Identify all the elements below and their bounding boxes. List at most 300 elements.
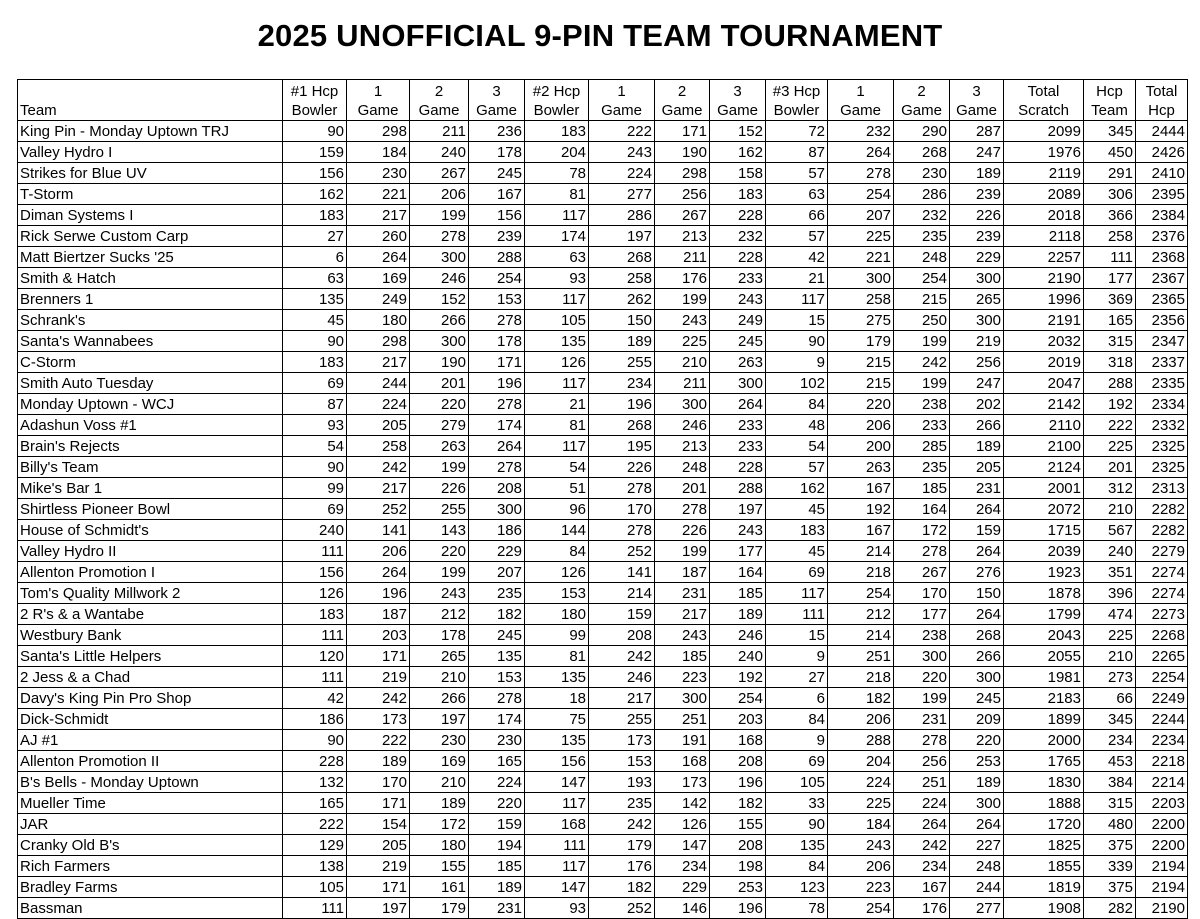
score-cell: 230 (347, 163, 410, 184)
score-cell: 170 (589, 499, 655, 520)
score-cell: 238 (894, 625, 950, 646)
score-cell: 239 (950, 226, 1004, 247)
score-cell: 111 (1084, 247, 1136, 268)
score-cell: 105 (766, 772, 828, 793)
score-cell: 240 (1084, 541, 1136, 562)
score-cell: 300 (469, 499, 525, 520)
score-cell: 220 (410, 541, 469, 562)
score-cell: 278 (894, 541, 950, 562)
score-cell: 1976 (1004, 142, 1084, 163)
score-cell: 221 (828, 247, 894, 268)
score-cell: 225 (1084, 436, 1136, 457)
score-cell: 182 (828, 688, 894, 709)
score-cell: 150 (589, 310, 655, 331)
score-cell: 204 (828, 751, 894, 772)
column-header-line: Team (20, 102, 57, 119)
score-cell: 174 (469, 709, 525, 730)
score-cell: 264 (710, 394, 766, 415)
table-row (18, 478, 1188, 499)
score-cell: 240 (410, 142, 469, 163)
team-name-cell: Smith Auto Tuesday (18, 373, 283, 394)
score-cell: 170 (347, 772, 410, 793)
table-row (18, 352, 1188, 373)
team-name-cell: Santa's Little Helpers (18, 646, 283, 667)
score-cell: 278 (655, 499, 710, 520)
score-cell: 217 (655, 604, 710, 625)
score-cell: 232 (710, 226, 766, 247)
score-cell: 63 (766, 184, 828, 205)
score-cell: 187 (655, 562, 710, 583)
score-cell: 206 (828, 709, 894, 730)
column-header (655, 80, 710, 121)
score-cell: 2395 (1136, 184, 1188, 205)
score-cell: 2365 (1136, 289, 1188, 310)
score-cell: 72 (766, 121, 828, 142)
score-cell: 290 (894, 121, 950, 142)
score-cell: 147 (525, 772, 589, 793)
score-cell: 199 (410, 205, 469, 226)
score-cell: 248 (894, 247, 950, 268)
score-cell: 201 (410, 373, 469, 394)
team-name-cell: Monday Uptown - WCJ (18, 394, 283, 415)
score-cell: 2100 (1004, 436, 1084, 457)
score-cell: 278 (589, 478, 655, 499)
score-cell: 87 (283, 394, 347, 415)
score-cell: 282 (1084, 898, 1136, 919)
column-header (283, 80, 347, 121)
team-name-cell: Matt Biertzer Sucks '25 (18, 247, 283, 268)
column-header-line: Game (476, 102, 517, 119)
score-cell: 264 (950, 499, 1004, 520)
score-cell: 2089 (1004, 184, 1084, 205)
score-cell: 220 (828, 394, 894, 415)
column-header (1136, 80, 1188, 121)
score-cell: 170 (894, 583, 950, 604)
score-cell: 117 (525, 436, 589, 457)
table-row (18, 142, 1188, 163)
score-cell: 288 (710, 478, 766, 499)
score-cell: 2274 (1136, 562, 1188, 583)
team-name-cell: Allenton Promotion I (18, 562, 283, 583)
score-cell: 171 (655, 121, 710, 142)
score-cell: 256 (894, 751, 950, 772)
score-cell: 247 (950, 373, 1004, 394)
score-cell: 159 (469, 814, 525, 835)
score-cell: 245 (469, 163, 525, 184)
score-cell: 262 (589, 289, 655, 310)
score-cell: 255 (410, 499, 469, 520)
score-cell: 300 (950, 310, 1004, 331)
score-cell: 54 (525, 457, 589, 478)
table-row (18, 625, 1188, 646)
score-cell: 315 (1084, 331, 1136, 352)
score-cell: 2273 (1136, 604, 1188, 625)
score-cell: 234 (655, 856, 710, 877)
score-cell: 480 (1084, 814, 1136, 835)
score-cell: 264 (828, 142, 894, 163)
score-cell: 242 (894, 835, 950, 856)
score-cell: 243 (655, 625, 710, 646)
team-name-cell: Dick-Schmidt (18, 709, 283, 730)
score-cell: 111 (525, 835, 589, 856)
score-cell: 1878 (1004, 583, 1084, 604)
score-cell: 183 (283, 205, 347, 226)
score-cell: 171 (347, 646, 410, 667)
score-cell: 215 (828, 373, 894, 394)
score-cell: 129 (283, 835, 347, 856)
table-row (18, 163, 1188, 184)
score-cell: 219 (347, 667, 410, 688)
score-cell: 218 (828, 667, 894, 688)
table-row (18, 415, 1188, 436)
score-cell: 223 (828, 877, 894, 898)
team-name-cell: Davy's King Pin Pro Shop (18, 688, 283, 709)
score-cell: 242 (347, 457, 410, 478)
score-cell: 111 (283, 541, 347, 562)
score-cell: 345 (1084, 121, 1136, 142)
score-cell: 1830 (1004, 772, 1084, 793)
score-cell: 298 (347, 331, 410, 352)
score-cell: 229 (950, 247, 1004, 268)
score-cell: 300 (950, 667, 1004, 688)
table-row (18, 226, 1188, 247)
score-cell: 264 (950, 814, 1004, 835)
score-cell: 144 (525, 520, 589, 541)
score-cell: 240 (283, 520, 347, 541)
score-cell: 176 (894, 898, 950, 919)
column-header-line: Hcp (1096, 83, 1123, 100)
team-name-cell: Bassman (18, 898, 283, 919)
score-cell: 135 (283, 289, 347, 310)
score-cell: 231 (950, 478, 1004, 499)
score-cell: 251 (655, 709, 710, 730)
team-name-cell: Westbury Bank (18, 625, 283, 646)
score-cell: 220 (950, 730, 1004, 751)
score-cell: 203 (710, 709, 766, 730)
score-cell: 96 (525, 499, 589, 520)
score-cell: 224 (589, 163, 655, 184)
column-header-line: #3 Hcp (772, 83, 821, 100)
score-cell: 246 (589, 667, 655, 688)
score-cell: 42 (283, 688, 347, 709)
score-cell: 2244 (1136, 709, 1188, 730)
score-cell: 173 (655, 772, 710, 793)
score-cell: 226 (589, 457, 655, 478)
team-name-cell: Billy's Team (18, 457, 283, 478)
score-cell: 186 (469, 520, 525, 541)
score-cell: 198 (710, 856, 766, 877)
score-cell: 132 (283, 772, 347, 793)
score-cell: 167 (828, 520, 894, 541)
score-cell: 193 (589, 772, 655, 793)
score-cell: 2384 (1136, 205, 1188, 226)
table-row (18, 289, 1188, 310)
table-row (18, 646, 1188, 667)
score-cell: 232 (894, 205, 950, 226)
score-cell: 245 (710, 331, 766, 352)
score-cell: 242 (589, 646, 655, 667)
score-cell: 189 (347, 751, 410, 772)
score-cell: 159 (283, 142, 347, 163)
score-cell: 180 (347, 310, 410, 331)
score-cell: 179 (828, 331, 894, 352)
score-cell: 203 (347, 625, 410, 646)
score-cell: 90 (283, 121, 347, 142)
score-cell: 2234 (1136, 730, 1188, 751)
score-cell: 224 (347, 394, 410, 415)
score-cell: 277 (589, 184, 655, 205)
score-cell: 396 (1084, 583, 1136, 604)
score-cell: 248 (950, 856, 1004, 877)
score-cell: 167 (828, 478, 894, 499)
table-row (18, 394, 1188, 415)
score-cell: 207 (828, 205, 894, 226)
score-cell: 278 (828, 163, 894, 184)
score-cell: 229 (469, 541, 525, 562)
score-cell: 249 (347, 289, 410, 310)
column-header (589, 80, 655, 121)
score-cell: 242 (894, 352, 950, 373)
score-cell: 117 (525, 373, 589, 394)
score-cell: 298 (347, 121, 410, 142)
score-cell: 185 (710, 583, 766, 604)
score-cell: 2214 (1136, 772, 1188, 793)
score-cell: 155 (410, 856, 469, 877)
score-cell: 266 (410, 688, 469, 709)
score-cell: 300 (655, 394, 710, 415)
score-cell: 117 (525, 205, 589, 226)
score-cell: 2203 (1136, 793, 1188, 814)
score-cell: 235 (894, 457, 950, 478)
score-cell: 222 (283, 814, 347, 835)
score-cell: 265 (410, 646, 469, 667)
score-cell: 196 (710, 898, 766, 919)
score-cell: 189 (950, 163, 1004, 184)
score-cell: 199 (410, 562, 469, 583)
team-name-cell: Santa's Wannabees (18, 331, 283, 352)
score-cell: 212 (828, 604, 894, 625)
score-cell: 197 (347, 898, 410, 919)
score-cell: 135 (525, 667, 589, 688)
score-cell: 189 (469, 877, 525, 898)
column-header (525, 80, 589, 121)
score-cell: 223 (655, 667, 710, 688)
score-cell: 174 (525, 226, 589, 247)
score-cell: 235 (589, 793, 655, 814)
column-header-line: Game (601, 102, 642, 119)
score-cell: 153 (469, 667, 525, 688)
score-cell: 206 (347, 541, 410, 562)
score-cell: 273 (1084, 667, 1136, 688)
score-cell: 147 (525, 877, 589, 898)
score-cell: 208 (469, 478, 525, 499)
score-cell: 167 (469, 184, 525, 205)
score-cell: 256 (655, 184, 710, 205)
score-cell: 182 (589, 877, 655, 898)
score-cell: 78 (766, 898, 828, 919)
score-cell: 159 (950, 520, 1004, 541)
score-cell: 1720 (1004, 814, 1084, 835)
score-cell: 276 (950, 562, 1004, 583)
score-cell: 233 (894, 415, 950, 436)
score-cell: 222 (1084, 415, 1136, 436)
score-cell: 199 (655, 289, 710, 310)
score-cell: 567 (1084, 520, 1136, 541)
score-cell: 214 (589, 583, 655, 604)
score-cell: 185 (469, 856, 525, 877)
score-cell: 2099 (1004, 121, 1084, 142)
score-cell: 2337 (1136, 352, 1188, 373)
score-cell: 246 (710, 625, 766, 646)
column-header-line: Hcp (1148, 102, 1175, 119)
score-cell: 99 (525, 625, 589, 646)
score-cell: 264 (347, 247, 410, 268)
table-row (18, 835, 1188, 856)
score-cell: 93 (525, 898, 589, 919)
score-cell: 239 (469, 226, 525, 247)
score-cell: 33 (766, 793, 828, 814)
score-cell: 84 (766, 394, 828, 415)
score-cell: 208 (710, 835, 766, 856)
score-cell: 174 (469, 415, 525, 436)
score-cell: 252 (589, 898, 655, 919)
score-cell: 351 (1084, 562, 1136, 583)
score-cell: 27 (283, 226, 347, 247)
score-cell: 266 (950, 646, 1004, 667)
score-cell: 81 (525, 184, 589, 205)
score-cell: 57 (766, 163, 828, 184)
score-cell: 167 (894, 877, 950, 898)
team-name-cell: Allenton Promotion II (18, 751, 283, 772)
column-header-line: Game (357, 102, 399, 119)
team-name-cell: T-Storm (18, 184, 283, 205)
score-cell: 189 (950, 772, 1004, 793)
score-cell: 158 (710, 163, 766, 184)
score-cell: 2325 (1136, 457, 1188, 478)
score-cell: 1765 (1004, 751, 1084, 772)
score-cell: 252 (347, 499, 410, 520)
score-cell: 126 (525, 562, 589, 583)
score-cell: 117 (525, 793, 589, 814)
score-cell: 201 (1084, 457, 1136, 478)
score-cell: 90 (283, 331, 347, 352)
score-cell: 173 (589, 730, 655, 751)
score-cell: 206 (410, 184, 469, 205)
score-cell: 244 (347, 373, 410, 394)
score-cell: 2268 (1136, 625, 1188, 646)
score-cell: 162 (710, 142, 766, 163)
score-cell: 153 (469, 289, 525, 310)
score-cell: 164 (894, 499, 950, 520)
score-cell: 300 (410, 331, 469, 352)
team-name-cell: 2 Jess & a Chad (18, 667, 283, 688)
score-cell: 183 (766, 520, 828, 541)
score-cell: 318 (1084, 352, 1136, 373)
score-cell: 152 (710, 121, 766, 142)
score-cell: 300 (410, 247, 469, 268)
score-cell: 2183 (1004, 688, 1084, 709)
score-cell: 235 (469, 583, 525, 604)
score-cell: 6 (283, 247, 347, 268)
score-cell: 171 (469, 352, 525, 373)
score-cell: 306 (1084, 184, 1136, 205)
score-cell: 345 (1084, 709, 1136, 730)
score-cell: 78 (525, 163, 589, 184)
score-cell: 264 (950, 604, 1004, 625)
score-cell: 264 (894, 814, 950, 835)
score-cell: 2257 (1004, 247, 1084, 268)
column-header (894, 80, 950, 121)
score-cell: 2282 (1136, 499, 1188, 520)
score-cell: 300 (950, 268, 1004, 289)
score-cell: 1981 (1004, 667, 1084, 688)
score-cell: 199 (894, 373, 950, 394)
score-cell: 45 (283, 310, 347, 331)
column-header-line: 2 (917, 83, 926, 100)
score-cell: 225 (1084, 625, 1136, 646)
score-cell: 111 (283, 625, 347, 646)
page-title: 2025 UNOFFICIAL 9-PIN TEAM TOURNAMENT (257, 18, 943, 53)
score-cell: 66 (1084, 688, 1136, 709)
score-cell: 268 (894, 142, 950, 163)
score-cell: 2356 (1136, 310, 1188, 331)
score-cell: 375 (1084, 835, 1136, 856)
score-cell: 300 (894, 646, 950, 667)
score-cell: 171 (347, 793, 410, 814)
score-cell: 197 (589, 226, 655, 247)
score-cell: 228 (283, 751, 347, 772)
table-row (18, 667, 1188, 688)
score-cell: 243 (589, 142, 655, 163)
score-cell: 228 (710, 205, 766, 226)
score-cell: 211 (655, 247, 710, 268)
score-cell: 2410 (1136, 163, 1188, 184)
score-cell: 265 (950, 289, 1004, 310)
score-cell: 251 (894, 772, 950, 793)
score-cell: 213 (655, 226, 710, 247)
table-row (18, 793, 1188, 814)
score-cell: 231 (894, 709, 950, 730)
score-cell: 189 (710, 604, 766, 625)
score-cell: 172 (410, 814, 469, 835)
score-cell: 234 (589, 373, 655, 394)
score-cell: 231 (655, 583, 710, 604)
column-header-line: Game (901, 102, 942, 119)
column-header-line: Total (1027, 83, 1060, 100)
score-cell: 2218 (1136, 751, 1188, 772)
column-header (950, 80, 1004, 121)
score-cell: 102 (766, 373, 828, 394)
column-header-line: Bowler (291, 102, 338, 119)
column-header-team (18, 80, 283, 121)
score-cell: 172 (894, 520, 950, 541)
table-row (18, 499, 1188, 520)
score-cell: 69 (283, 373, 347, 394)
score-cell: 126 (525, 352, 589, 373)
score-cell: 2055 (1004, 646, 1084, 667)
score-cell: 278 (410, 226, 469, 247)
team-name-cell: Valley Hydro I (18, 142, 283, 163)
score-cell: 384 (1084, 772, 1136, 793)
column-header (1084, 80, 1136, 121)
score-cell: 315 (1084, 793, 1136, 814)
score-cell: 288 (469, 247, 525, 268)
score-cell: 169 (410, 751, 469, 772)
score-cell: 224 (828, 772, 894, 793)
score-cell: 210 (1084, 646, 1136, 667)
score-cell: 200 (828, 436, 894, 457)
team-name-cell: Mike's Bar 1 (18, 478, 283, 499)
